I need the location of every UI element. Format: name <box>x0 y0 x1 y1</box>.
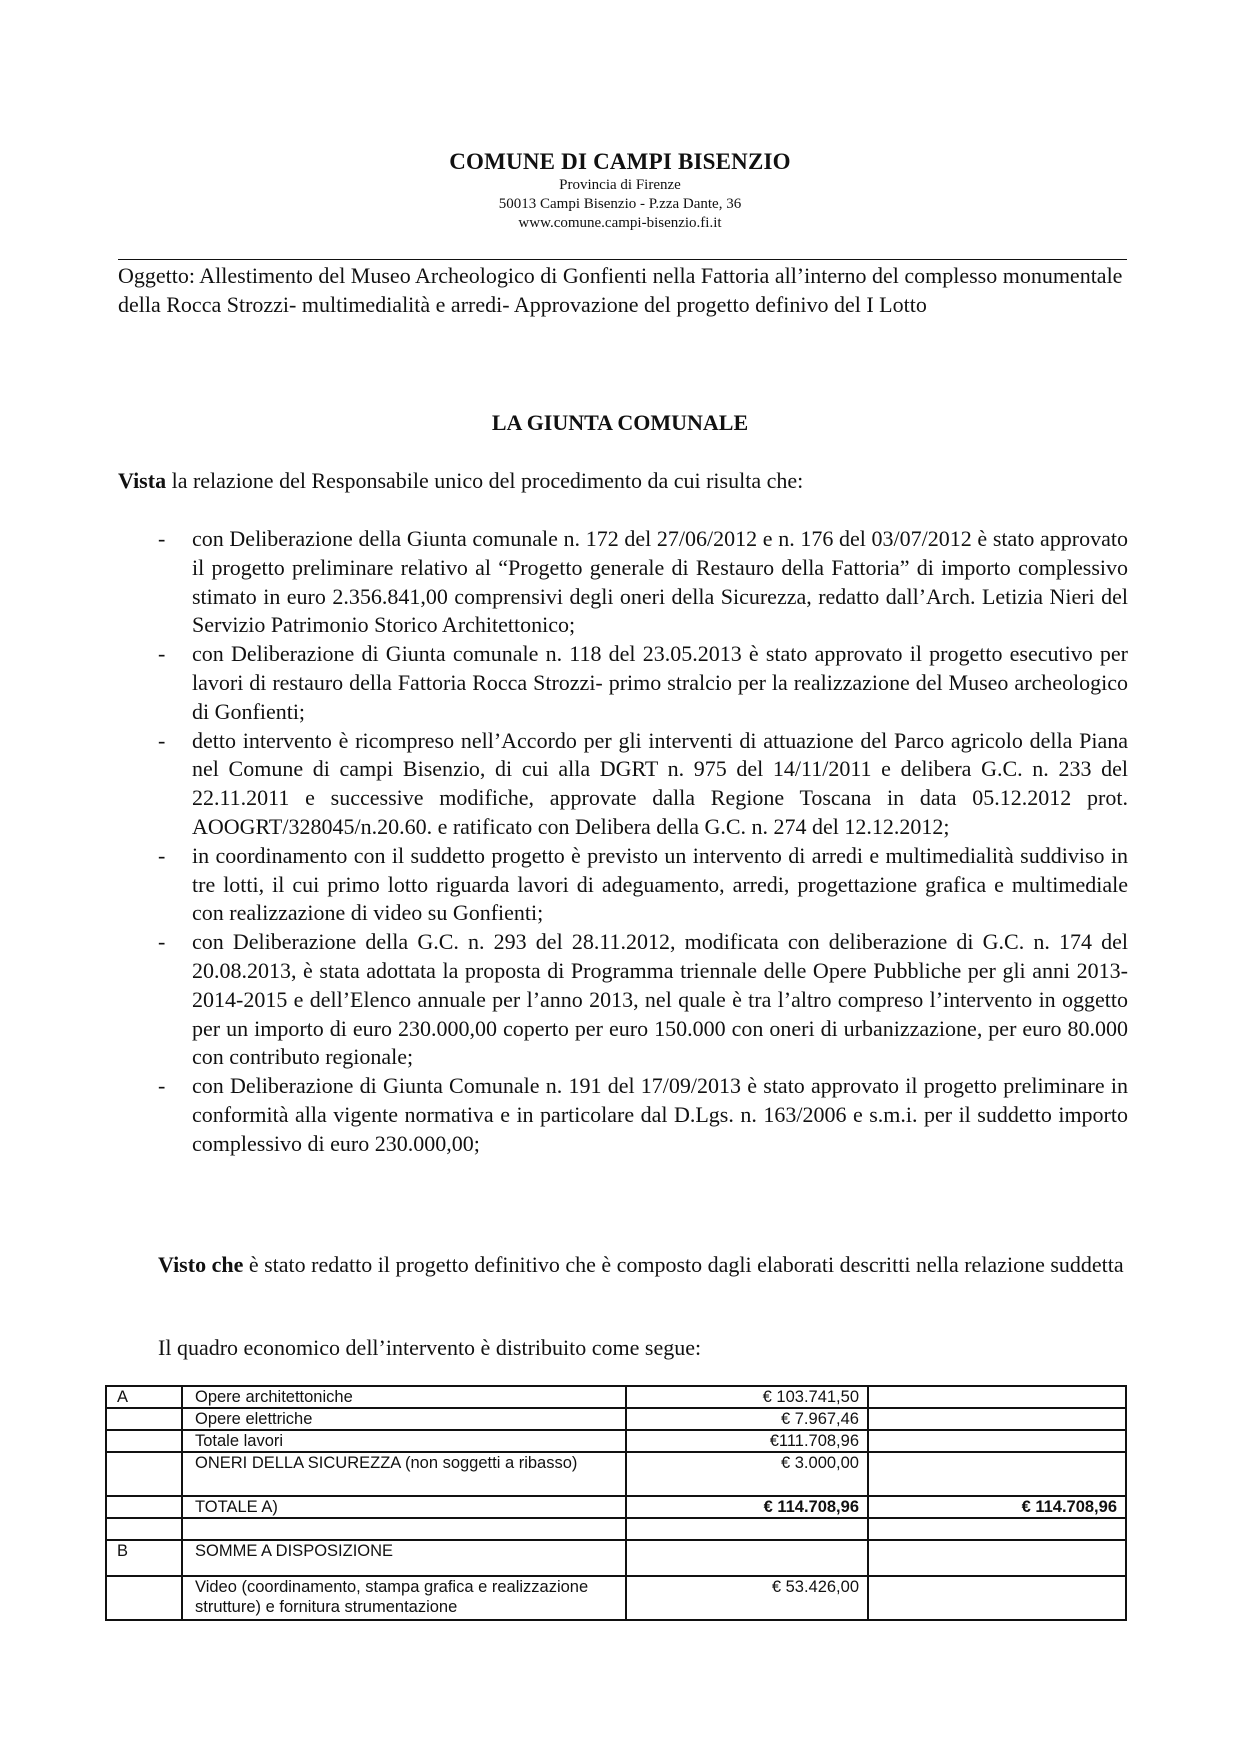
table-row <box>106 1576 1126 1620</box>
economic-framework-intro: Il quadro economico dell’intervento è distribuito come segue: <box>158 1335 702 1360</box>
row-total: € 114.708,96 <box>868 1496 1126 1518</box>
list-item <box>118 525 1128 640</box>
table-row-total-a <box>106 1496 1126 1518</box>
list-item <box>118 727 1128 842</box>
row-amount: €111.708,96 <box>626 1430 868 1452</box>
row-description: TOTALE A) <box>182 1496 626 1518</box>
website: www.comune.campi-bisenzio.fi.it <box>518 215 722 231</box>
dash-bullet: - <box>158 526 166 551</box>
province: Provincia di Firenze <box>559 177 681 193</box>
row-description <box>182 1518 626 1540</box>
list-item-text: con Deliberazione della G.C. n. 293 del 28.11.2012, modificata con deliberazione di G.C. n. 174 del 20.08.2013, è stata adottata la proposta di Programma triennale delle Opere Pubbliche per gli anni 2013-2014-2015 e dell’Elenco annuale per l’anno 2013, nel quale è tra l’altro compreso l’intervento in oggetto per un importo di euro 230.000,00 coperto per euro 150.000 con oneri di urbanizzazione, per euro 80.000 con contributo regionale; <box>192 929 1128 1070</box>
row-total <box>868 1576 1126 1620</box>
visto-paragraph <box>118 1251 1128 1280</box>
visto-lead: Visto che <box>158 1252 244 1277</box>
list-item <box>118 928 1128 1072</box>
letterhead <box>0 148 1240 233</box>
row-description: Video (coordinamento, stampa grafica e realizzazione strutture) e fornitura strumentazione <box>182 1576 626 1620</box>
dash-bullet: - <box>158 1073 166 1099</box>
premises-list <box>118 525 1128 1159</box>
list-item-text: con Deliberazione della Giunta comunale n. 172 del 27/06/2012 e n. 176 del 03/07/2012 è stato approvato il progetto preliminare relativo al “Progetto generale di Restauro della Fattoria” di importo complessivo stimato in euro 2.356.841,00 comprensivi degli oneri della Sicurezza, redatto dall’Arch. Letizia Nieri del Servizio Patrimonio Storico Architettonico; <box>192 526 1128 638</box>
municipality-name: COMUNE DI CAMPI BISENZIO <box>449 149 791 174</box>
row-amount: € 103.741,50 <box>626 1386 868 1408</box>
subject: Oggetto: Allestimento del Museo Archeologico di Gonfienti nella Fattoria all’interno del complesso monumentale della Rocca Strozzi- multimedialità e arredi- Approvazione del progetto definivo del I Lotto <box>118 263 1123 317</box>
dash-bullet: - <box>158 842 166 868</box>
table-row <box>106 1408 1126 1430</box>
list-item <box>118 640 1128 726</box>
row-code: A <box>106 1386 182 1408</box>
row-amount <box>626 1540 868 1576</box>
list-item-text: con Deliberazione di Giunta Comunale n. 191 del 17/09/2013 è stato approvato il progetto preliminare in conformità alla vigente normativa e in particolare dal D.Lgs. n. 163/2006 e s.m.i. per il suddetto importo complessivo di euro 230.000,00; <box>192 1073 1128 1156</box>
row-amount: € 7.967,46 <box>626 1408 868 1430</box>
row-amount: € 114.708,96 <box>626 1496 868 1518</box>
row-description: Opere architettoniche <box>182 1386 626 1408</box>
table-row <box>106 1430 1126 1452</box>
list-item <box>118 1072 1128 1158</box>
list-item-text: in coordinamento con il suddetto progetto è previsto un intervento di arredi e multimedialità suddiviso in tre lotti, il cui primo lotto riguarda lavori di adeguamento, arredi, progettazione grafica e multimediale con realizzazione di video su Gonfienti; <box>192 842 1128 926</box>
row-description: Totale lavori <box>182 1430 626 1452</box>
vista-lead: Vista <box>118 468 167 493</box>
table-row <box>106 1386 1126 1408</box>
row-amount: € 53.426,00 <box>626 1576 868 1620</box>
economic-framework-table <box>105 1385 1127 1621</box>
row-total <box>868 1452 1126 1496</box>
header-divider <box>118 259 1127 260</box>
list-item-text: con Deliberazione di Giunta comunale n. 118 del 23.05.2013 è stato approvato il progetto esecutivo per lavori di restauro della Fattoria Rocca Strozzi- primo stralcio per la realizzazione del Museo archeologico di Gonfienti; <box>192 641 1128 724</box>
table-row-section-b <box>106 1540 1126 1576</box>
row-code <box>106 1518 182 1540</box>
row-code <box>106 1430 182 1452</box>
dash-bullet: - <box>158 727 166 753</box>
address: 50013 Campi Bisenzio - P.zza Dante, 36 <box>498 196 742 212</box>
row-code <box>106 1452 182 1496</box>
table-row <box>106 1452 1126 1496</box>
row-amount <box>626 1518 868 1540</box>
row-total <box>868 1540 1126 1576</box>
row-total <box>868 1386 1126 1408</box>
row-code <box>106 1576 182 1620</box>
dash-bullet: - <box>158 929 166 955</box>
row-code: B <box>106 1540 182 1576</box>
document-title: LA GIUNTA COMUNALE <box>491 410 749 435</box>
visto-text: è stato redatto il progetto definitivo che è composto dagli elaborati descritti nella relazione suddetta <box>243 1252 1124 1277</box>
row-code <box>106 1496 182 1518</box>
row-description: Opere elettriche <box>182 1408 626 1430</box>
row-total <box>868 1408 1126 1430</box>
vista-paragraph <box>118 467 803 495</box>
table-row-empty <box>106 1518 1126 1540</box>
row-total <box>868 1430 1126 1452</box>
row-code <box>106 1408 182 1430</box>
list-item-text: detto intervento è ricompreso nell’Accordo per gli interventi di attuazione del Parco agricolo della Piana nel Comune di campi Bisenzio, di cui alla DGRT n. 975 del 14/11/2011 e delibera G.C. n. 233 del 22.11.2011 e successive modifiche, approvate dalla Regione Toscana in data 05.12.2012 prot. AOOGRT/328045/n.20.60. e ratificato con Delibera della G.C. n. 274 del 12.12.2012; <box>192 727 1128 839</box>
vista-text: la relazione del Responsabile unico del procedimento da cui risulta che: <box>166 468 804 493</box>
row-description: ONERI DELLA SICUREZZA (non soggetti a ribasso) <box>182 1452 626 1496</box>
row-description: SOMME A DISPOSIZIONE <box>182 1540 626 1576</box>
list-item <box>118 842 1128 928</box>
row-total <box>868 1518 1126 1540</box>
dash-bullet: - <box>158 641 166 667</box>
row-amount: € 3.000,00 <box>626 1452 868 1496</box>
